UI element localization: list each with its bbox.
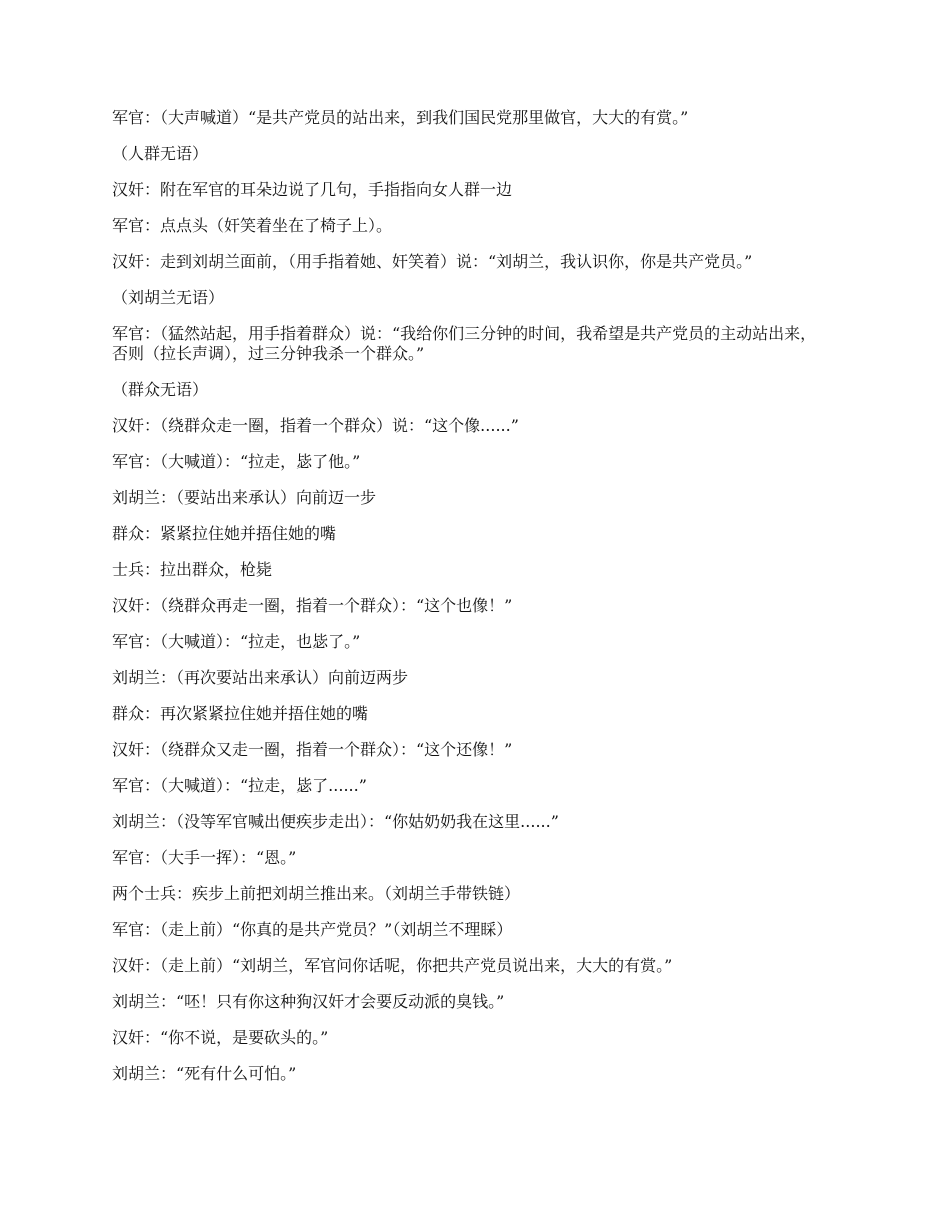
script-line: （刘胡兰无语） — [112, 288, 225, 307]
script-line: 军官：（大手一挥）：“恩。” — [112, 848, 297, 867]
script-line: 军官：点点头（奸笑着坐在了椅子上）。 — [112, 216, 393, 235]
script-line: 军官：（走上前）“你真的是共产党员？”（刘胡兰不理睬） — [112, 920, 513, 939]
script-line: 刘胡兰：（再次要站出来承认）向前迈两步 — [112, 668, 409, 687]
script-line: 军官：（大声喊道）“是共产党员的站出来，到我们国民党那里做官，大大的有赏。” — [112, 108, 689, 127]
script-line: 群众：紧紧拉住她并捂住她的嘴 — [112, 524, 337, 543]
script-line: 刘胡兰：（要站出来承认）向前迈一步 — [112, 488, 377, 507]
script-line: 军官：（大喊道）：“拉走，也毖了。” — [112, 632, 361, 651]
script-line: 汉奸：（绕群众再走一圈，指着一个群众）：“这个也像！” — [112, 596, 513, 615]
script-line: 汉奸：“你不说，是要砍头的。” — [112, 1028, 329, 1047]
script-line: 刘胡兰：“呸！只有你这种狗汉奸才会要反动派的臭钱。” — [112, 992, 505, 1011]
script-line: 汉奸：走到刘胡兰面前，（用手指着她、奸笑着）说：“刘胡兰，我认识你，你是共产党员。” — [112, 252, 753, 271]
script-line: 军官：（猛然站起，用手指着群众）说：“我给你们三分钟的时间，我希望是共产党员的主动站出来，否则（拉长声调），过三分钟我杀一个群众。” — [112, 324, 817, 363]
script-line: 群众：再次紧紧拉住她并捂住她的嘴 — [112, 704, 369, 723]
script-line: 军官：（大喊道）：“拉走，毖了他。” — [112, 452, 361, 471]
script-line: （群众无语） — [112, 380, 209, 399]
script-line: （人群无语） — [112, 144, 209, 163]
script-line: 刘胡兰：（没等军官喊出便疾步走出）：“你姑奶奶我在这里......” — [112, 812, 559, 831]
script-line: 士兵：拉出群众，枪毙 — [112, 560, 273, 579]
script-line: 两个士兵：疾步上前把刘胡兰推出来。（刘胡兰手带铁链） — [112, 884, 521, 903]
document-body — [112, 108, 832, 1100]
script-line: 汉奸：附在军官的耳朵边说了几句，手指指向女人群一边 — [112, 180, 513, 199]
script-line: 汉奸：（绕群众又走一圈，指着一个群众）：“这个还像！” — [112, 740, 513, 759]
script-line: 军官：（大喊道）：“拉走，毖了......” — [112, 776, 367, 795]
script-line: 刘胡兰：“死有什么可怕。” — [112, 1064, 297, 1083]
script-line: 汉奸：（走上前）“刘胡兰，军官问你话呢，你把共产党员说出来，大大的有赏。” — [112, 956, 673, 975]
script-line: 汉奸：（绕群众走一圈，指着一个群众）说：“这个像......” — [112, 416, 519, 435]
